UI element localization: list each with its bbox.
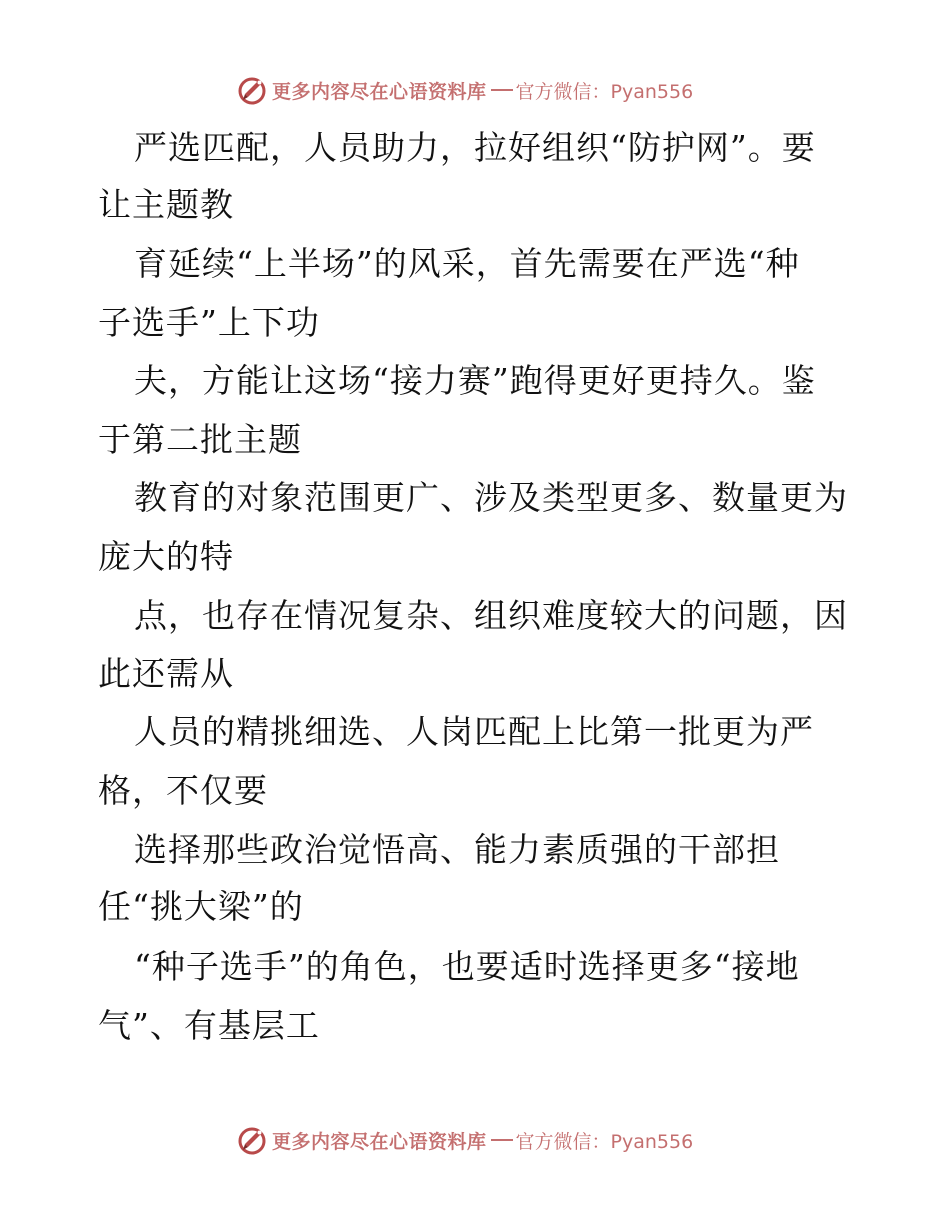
header-banner [236, 72, 693, 108]
brand-logo-icon [236, 1124, 268, 1156]
text-line: 庞大的特 [98, 537, 234, 576]
text-line: 人员的精挑细选、人岗匹配上比第一批更为严 [134, 712, 814, 751]
footer-banner-dash [491, 1139, 513, 1141]
header-banner-text: 更多内容尽在心语资料库 [272, 80, 487, 103]
text-line: 任“挑大梁”的 [98, 887, 304, 926]
text-line: 选择那些政治觉悟高、能力素质强的干部担 [134, 830, 780, 869]
header-banner-dash [491, 89, 513, 91]
text-line: 此还需从 [98, 654, 234, 693]
text-line: “种子选手”的角色，也要适时选择更多“接地 [134, 947, 800, 986]
text-line: 子选手”上下功 [98, 303, 320, 342]
text-line: 于第二批主题 [98, 420, 302, 459]
footer-banner [236, 1122, 693, 1158]
footer-banner-text: 更多内容尽在心语资料库 [272, 1130, 487, 1153]
text-line: 育延续“上半场”的风采，首先需要在严选“种 [134, 244, 800, 283]
text-line: 让主题教 [98, 185, 234, 224]
text-line: 严选匹配，人员助力，拉好组织“防护网”。要 [134, 128, 816, 167]
brand-logo-icon [236, 74, 268, 106]
text-line: 点，也存在情况复杂、组织难度较大的问题，因 [134, 596, 848, 635]
header-banner-wechat: 官方微信：Pyan556 [515, 80, 694, 103]
text-line: 教育的对象范围更广、涉及类型更多、数量更为 [134, 478, 848, 517]
text-line: 格，不仅要 [98, 771, 268, 810]
footer-banner-wechat: 官方微信：Pyan556 [515, 1130, 694, 1153]
text-line: 气”、有基层工 [98, 1006, 320, 1045]
text-line: 夫，方能让这场“接力赛”跑得更好更持久。鉴 [134, 361, 816, 400]
